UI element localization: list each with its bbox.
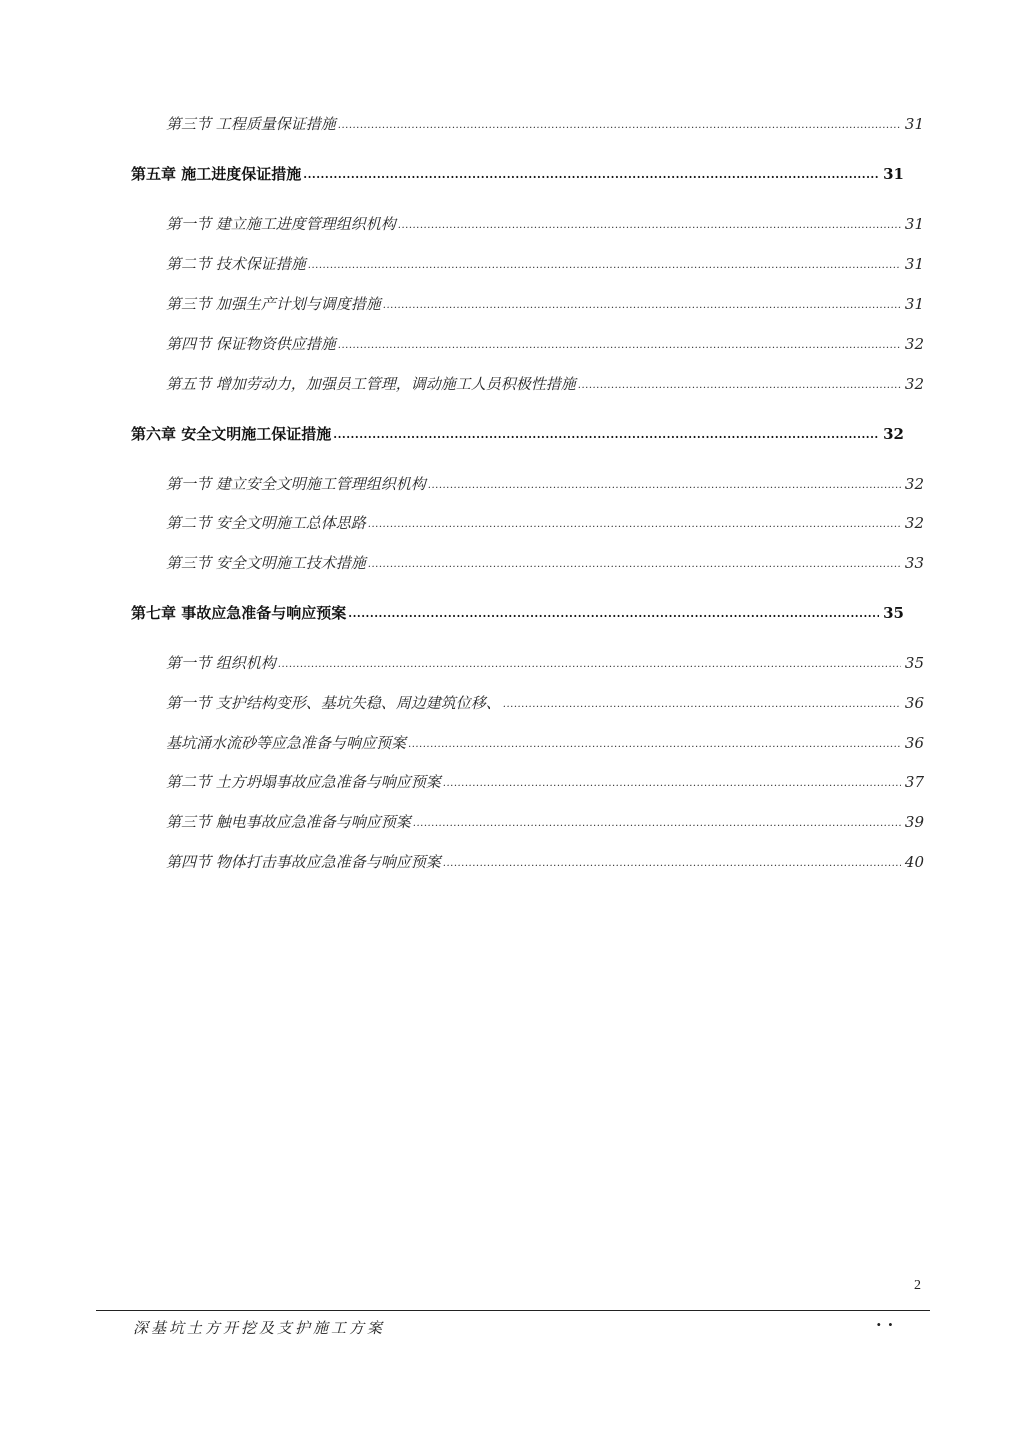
- toc-entry-section[interactable]: [166, 373, 924, 394]
- toc-entry-label: 第五章 施工进度保证措施: [131, 165, 302, 183]
- toc-entry-label: 第二节 技术保证措施: [166, 255, 306, 273]
- toc-entry-page: 37: [904, 773, 924, 791]
- toc-entry-page: 32: [904, 514, 924, 532]
- toc-dot-leader: [413, 812, 901, 827]
- toc-entry-page: 33: [904, 554, 924, 572]
- toc-entry-section[interactable]: [166, 253, 924, 274]
- toc-dot-leader: [303, 164, 879, 179]
- toc-entry-label: 第一节 建立安全文明施工管理组织机构: [166, 475, 426, 493]
- footer-mark: ··: [876, 1315, 900, 1334]
- toc-entry-section[interactable]: [166, 293, 924, 314]
- toc-entry-section[interactable]: [166, 732, 924, 753]
- toc-dot-leader: [333, 424, 879, 439]
- toc-entry-label: 第六章 安全文明施工保证措施: [131, 425, 332, 443]
- toc-entry-section[interactable]: [166, 771, 924, 792]
- toc-entry-label: 第二节 土方坍塌事故应急准备与响应预案: [166, 773, 441, 791]
- toc-entry-section[interactable]: [166, 512, 924, 533]
- toc-entry-page: 32: [904, 335, 924, 353]
- toc-entry-label: 第三节 安全文明施工技术措施: [166, 554, 366, 572]
- toc-entry-label: 第三节 加强生产计划与调度措施: [166, 295, 381, 313]
- toc-entry-label: 第五节 增加劳动力，加强员工管理，调动施工人员积极性措施: [166, 375, 576, 393]
- toc-entry-label: 第七章 事故应急准备与响应预案: [131, 604, 347, 622]
- toc-entry-section[interactable]: [166, 652, 924, 673]
- toc-entry-label: 第二节 安全文明施工总体思路: [166, 514, 366, 532]
- toc-entry-page: 36: [904, 694, 924, 712]
- toc-entry-chapter[interactable]: [131, 423, 904, 444]
- toc-entry-page: 31: [883, 165, 904, 183]
- toc-entry-page: 35: [904, 654, 924, 672]
- toc-dot-leader: [578, 374, 901, 389]
- toc-entry-section[interactable]: [166, 473, 924, 494]
- toc-entry-chapter[interactable]: [131, 602, 904, 623]
- toc-dot-leader: [368, 553, 901, 568]
- toc-entry-section[interactable]: [166, 692, 924, 713]
- toc-entry-label: 第一节 建立施工进度管理组织机构: [166, 215, 396, 233]
- toc-entry-page: 35: [883, 604, 904, 622]
- toc-dot-leader: [308, 254, 901, 269]
- toc-dot-leader: [503, 693, 901, 708]
- toc-dot-leader: [443, 852, 901, 867]
- toc-entry-section[interactable]: [166, 213, 924, 234]
- page-number: 2: [914, 1278, 921, 1293]
- toc-dot-leader: [368, 513, 901, 528]
- toc-entry-label: 基坑涌水流砂等应急准备与响应预案: [166, 734, 407, 752]
- toc-entry-section[interactable]: [166, 333, 924, 354]
- toc-entry-chapter[interactable]: [131, 163, 904, 184]
- toc-entry-page: 32: [904, 475, 924, 493]
- toc-entry-label: 第四节 保证物资供应措施: [166, 335, 336, 353]
- toc-entry-page: 32: [883, 425, 904, 443]
- toc-entry-page: 36: [904, 734, 924, 752]
- toc-dot-leader: [383, 294, 901, 309]
- toc-entry-label: 第一节 组织机构: [166, 654, 276, 672]
- toc-entry-page: 31: [904, 115, 924, 133]
- toc-dot-leader: [278, 653, 901, 668]
- toc-entry-page: 31: [904, 255, 924, 273]
- toc-dot-leader: [428, 474, 901, 489]
- toc-entry-label: 第一节 支护结构变形、基坑失稳、周边建筑位移、: [166, 694, 501, 712]
- toc-entry-section[interactable]: [166, 552, 924, 573]
- toc-dot-leader: [338, 334, 901, 349]
- toc-entry-page: 31: [904, 215, 924, 233]
- toc-entry-section[interactable]: [166, 113, 924, 134]
- toc-dot-leader: [338, 114, 901, 129]
- toc-entry-page: 40: [904, 853, 924, 871]
- toc-entry-label: 第三节 工程质量保证措施: [166, 115, 336, 133]
- toc-entry-page: 32: [904, 375, 924, 393]
- toc-entry-section[interactable]: [166, 851, 924, 872]
- toc-dot-leader: [443, 772, 901, 787]
- toc-entry-page: 31: [904, 295, 924, 313]
- toc-entry-page: 39: [904, 813, 924, 831]
- toc-entry-label: 第三节 触电事故应急准备与响应预案: [166, 813, 411, 831]
- toc-entry-label: 第四节 物体打击事故应急准备与响应预案: [166, 853, 441, 871]
- footer-divider: [96, 1310, 930, 1311]
- toc-dot-leader: [348, 603, 879, 618]
- toc-dot-leader: [398, 214, 901, 229]
- toc-entry-section[interactable]: [166, 811, 924, 832]
- toc-dot-leader: [408, 733, 901, 748]
- footer-document-title: 深基坑土方开挖及支护施工方案: [133, 1319, 386, 1337]
